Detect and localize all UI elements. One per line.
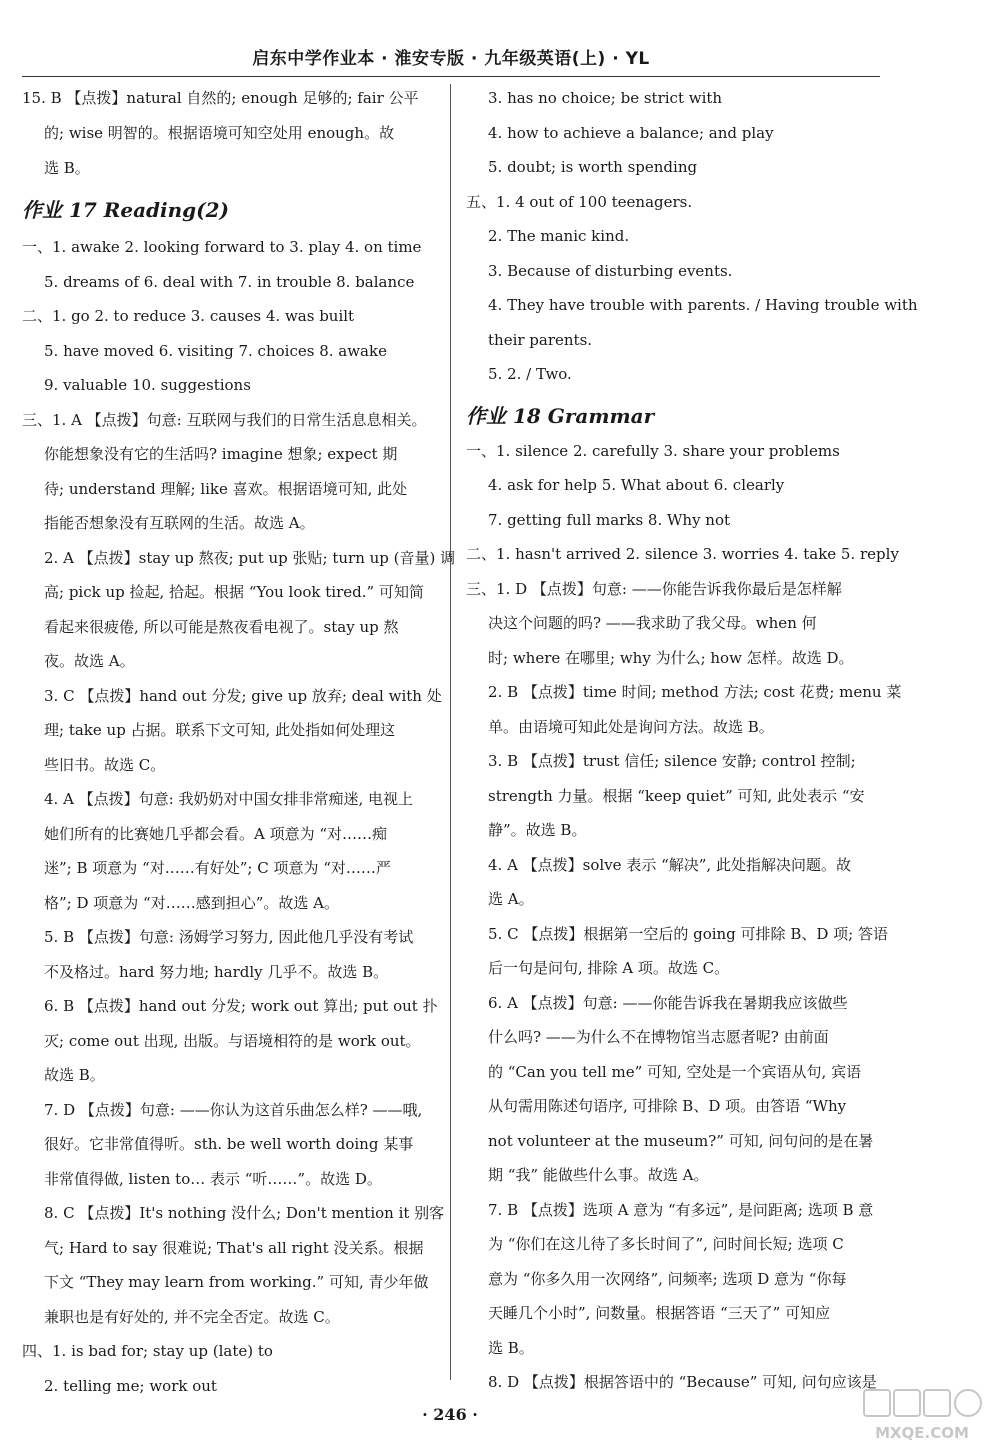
answer-line: 静”。故选 B。 [488, 821, 587, 839]
answer-line: 决这个问题的吗? ——我求助了我父母。when 何 [488, 614, 817, 632]
answer-line: 待; understand 理解; like 喜欢。根据语境可知, 此处 [44, 480, 408, 498]
answer-line: 7. getting full marks 8. Why not [488, 511, 731, 529]
answer-line: 5. B 【点拨】句意: 汤姆学习努力, 因此他几乎没有考试 [44, 928, 414, 946]
answer-line: 格”; D 项意为 “对……感到担心”。故选 A。 [44, 894, 339, 912]
answer-line: 2. The manic kind. [488, 227, 630, 245]
answer-line: 3. has no choice; be strict with [488, 89, 723, 107]
answer-line: 选 A。 [488, 890, 534, 908]
section-heading: 作业 18 Grammar [466, 404, 655, 428]
answer-line: 3. C 【点拨】hand out 分发; give up 放弃; deal with 处 [44, 687, 442, 705]
answer-line: 6. B 【点拨】hand out 分发; work out 算出; put out 扑 [44, 997, 438, 1015]
answer-line: 很好。它非常值得听。sth. be well worth doing 某事 [44, 1135, 414, 1153]
answer-line: 看起来很疲倦, 所以可能是熬夜看电视了。stay up 熬 [44, 618, 399, 636]
answer-line: 二、1. go 2. to reduce 3. causes 4. was built [22, 307, 355, 325]
answer-line: 后一句是问句, 排除 A 项。故选 C。 [488, 959, 730, 977]
answer-line: 8. D 【点拨】根据答语中的 “Because” 可知, 问句应该是 [488, 1373, 877, 1391]
answer-line: 5. doubt; is worth spending [488, 158, 698, 176]
answer-line: 2. B 【点拨】time 时间; method 方法; cost 花费; menu 菜 [488, 683, 902, 701]
answer-line: 一、1. awake 2. looking forward to 3. play 4. on time [22, 238, 422, 256]
answer-line: 指能否想象没有互联网的生活。故选 A。 [44, 514, 315, 532]
answer-line: 天睡几个小时”, 问数量。根据答语 “三天了” 可知应 [488, 1304, 831, 1322]
answer-line: 7. B 【点拨】选项 A 意为 “有多远”, 是问距离; 选项 B 意 [488, 1201, 874, 1219]
answer-line: 什么吗? ——为什么不在博物馆当志愿者呢? 由前面 [488, 1028, 829, 1046]
answer-line: 6. A 【点拨】句意: ——你能告诉我在暑期我应该做些 [488, 994, 848, 1012]
answer-line: 理; take up 占据。联系下文可知, 此处指如何处理这 [44, 721, 396, 739]
answer-line: 期 “我” 能做些什么事。故选 A。 [488, 1166, 709, 1184]
answer-line: 迷”; B 项意为 “对……有好处”; C 项意为 “对……严 [44, 859, 391, 877]
answer-line: 故选 B。 [44, 1066, 105, 1084]
answer-line: 时; where 在哪里; why 为什么; how 怎样。故选 D。 [488, 649, 854, 667]
answer-line: 三、1. A 【点拨】句意: 互联网与我们的日常生活息息相关。 [22, 411, 427, 429]
answer-line: 下文 “They may learn from working.” 可知, 青少年做 [44, 1273, 429, 1291]
answer-line: 意为 “你多久用一次网络”, 问频率; 选项 D 意为 “你每 [488, 1270, 847, 1288]
answer-line: 5. dreams of 6. deal with 7. in trouble 8. balance [44, 273, 415, 291]
answer-line: 一、1. silence 2. carefully 3. share your problems [466, 442, 840, 460]
answer-line: 气; Hard to say 很难说; That's all right 没关系。根据 [44, 1239, 424, 1257]
answer-line: 选 B。 [44, 159, 90, 177]
answer-line: 5. C 【点拨】根据第一空后的 going 可排除 B、D 项; 答语 [488, 925, 888, 943]
answer-line: 选 B。 [488, 1339, 534, 1357]
answer-line: 四、1. is bad for; stay up (late) to [22, 1342, 273, 1360]
answer-line: 非常值得做, listen to… 表示 “听……”。故选 D。 [44, 1170, 382, 1188]
watermark-text: MXQE.COM [875, 1424, 969, 1442]
answer-line: not volunteer at the museum?” 可知, 问句问的是在暑 [488, 1132, 874, 1150]
answer-line: 4. A 【点拨】solve 表示 “解决”, 此处指解决问题。故 [488, 856, 851, 874]
answer-line: strength 力量。根据 “keep quiet” 可知, 此处表示 “安 [488, 787, 865, 805]
page-number: · 246 · [422, 1405, 478, 1424]
answer-line: 五、1. 4 out of 100 teenagers. [466, 193, 693, 211]
answer-line: 夜。故选 A。 [44, 652, 135, 670]
answer-line: 高; pick up 捡起, 拾起。根据 “You look tired.” 可知简 [44, 583, 424, 601]
answer-line: 二、1. hasn't arrived 2. silence 3. worries 4. take 5. reply [466, 545, 899, 563]
answer-line: 2. telling me; work out [44, 1377, 217, 1395]
page-header: 启东中学作业本 · 淮安专版 · 九年级英语(上) · YL [252, 49, 650, 69]
answer-line: 为 “你们在这儿待了多长时间了”, 问时间长短; 选项 C [488, 1235, 844, 1253]
answer-line: 她们所有的比赛她几乎都会看。A 项意为 “对……痴 [44, 825, 388, 843]
answer-line: 4. A 【点拨】句意: 我奶奶对中国女排非常痴迷, 电视上 [44, 790, 414, 808]
answer-line: 单。由语境可知此处是询问方法。故选 B。 [488, 718, 774, 736]
answer-line: 4. ask for help 5. What about 6. clearly [488, 476, 785, 494]
section-heading: 作业 17 Reading(2) [22, 198, 230, 222]
answer-line: 4. how to achieve a balance; and play [488, 124, 774, 142]
answer-line: 些旧书。故选 C。 [44, 756, 166, 774]
answer-line: 从句需用陈述句语序, 可排除 B、D 项。由答语 “Why [488, 1097, 847, 1115]
answer-line: 3. Because of disturbing events. [488, 262, 733, 280]
header-rule [22, 76, 880, 77]
answer-line: 15. B 【点拨】natural 自然的; enough 足够的; fair 公平 [22, 89, 419, 107]
answer-line: their parents. [488, 331, 593, 349]
answer-line: 2. A 【点拨】stay up 熬夜; put up 张贴; turn up (音量) 调 [44, 549, 456, 567]
answer-line: 8. C 【点拨】It's nothing 没什么; Don't mention it 别客 [44, 1204, 445, 1222]
answer-line: 3. B 【点拨】trust 信任; silence 安静; control 控制; [488, 752, 856, 770]
answer-line: 的; wise 明智的。根据语境可知空处用 enough。故 [44, 124, 395, 142]
column-divider [450, 84, 451, 1380]
answer-line: 三、1. D 【点拨】句意: ——你能告诉我你最后是怎样解 [466, 580, 842, 598]
answer-line: 7. D 【点拨】句意: ——你认为这首乐曲怎么样? ——哦, [44, 1101, 423, 1119]
answer-line: 你能想象没有它的生活吗? imagine 想象; expect 期 [44, 445, 398, 463]
answer-line: 不及格过。hard 努力地; hardly 几乎不。故选 B。 [44, 963, 389, 981]
answer-line: 5. 2. / Two. [488, 365, 572, 383]
answer-line: 的 “Can you tell me” 可知, 空处是一个宾语从句, 宾语 [488, 1063, 862, 1081]
answer-line: 5. have moved 6. visiting 7. choices 8. awake [44, 342, 387, 360]
answer-line: 兼职也是有好处的, 并不完全否定。故选 C。 [44, 1308, 340, 1326]
answer-line: 9. valuable 10. suggestions [44, 376, 251, 394]
answer-stamp-icon [858, 1386, 986, 1444]
answer-line: 灭; come out 出现, 出版。与语境相符的是 work out。 [44, 1032, 421, 1050]
answer-line: 4. They have trouble with parents. / Having trouble with [488, 296, 918, 314]
